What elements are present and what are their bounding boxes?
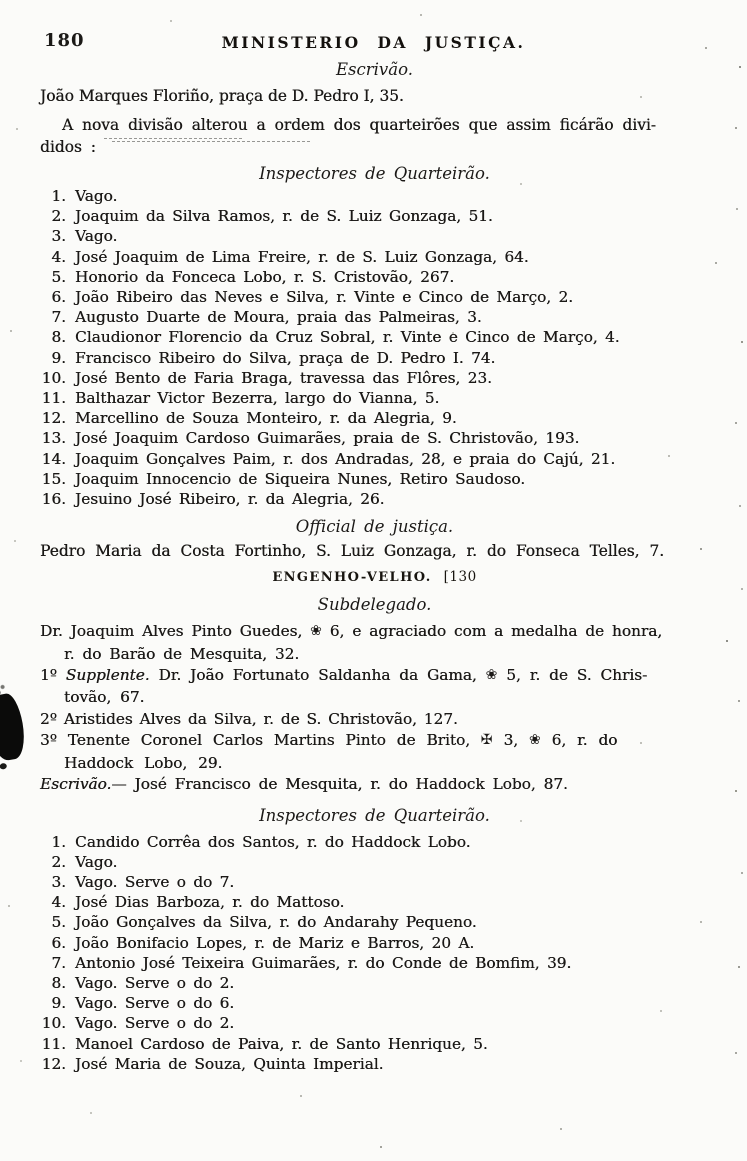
item-number: 13. [41, 429, 66, 448]
item-text: Vago. [75, 187, 118, 205]
list-item [40, 307, 709, 327]
item-number: 1. [51, 832, 66, 851]
item-text: Francisco Ribeiro do Silva, praça de D. Pedro I. 74. [75, 348, 496, 367]
item-text: Balthazar Victor Bezerra, largo do Vianna, 5. [75, 389, 440, 408]
list-item [40, 469, 709, 489]
entry-text: r. do Barão de Mesquita, 32. [64, 644, 300, 663]
list-item [40, 489, 709, 509]
item-text: Vago. [75, 227, 118, 246]
item-text: Candido Corrêa dos Santos, r. do Haddock Lobo. [75, 832, 471, 851]
item-text: Joaquim da Silva Ramos, r. de S. Luiz Gonzaga, 51. [75, 207, 493, 226]
list-item [40, 327, 709, 347]
list-item [40, 933, 709, 953]
escrivao-entry: João Marques Floriño, praça de D. Pedro I, 35. [40, 87, 404, 105]
intro-line-2: didos : [40, 137, 96, 156]
item-text: Joaquim Innocencio de Siqueira Nunes, Retiro Saudoso. [75, 469, 526, 488]
item-number: 14. [41, 449, 66, 468]
list-item [40, 226, 709, 246]
entry-ordinal: 1º [40, 666, 66, 685]
subdelegado-entry-principal [40, 621, 709, 665]
list-item [40, 368, 709, 388]
district-catchmark: [130 [443, 569, 477, 586]
item-text: Jesuino José Ribeiro, r. da Alegria, 26. [75, 490, 385, 509]
entry-text: Aristides Alves da Silva, r. de S. Christovão, 127. [63, 709, 458, 728]
item-text: Antonio José Teixeira Guimarães, r. do Conde de Bomfim, 39. [75, 953, 572, 972]
item-text: Vago. Serve o do 2. [75, 1014, 235, 1033]
entry-text: — José Francisco de Mesquita, r. do Haddock Lobo, 87. [111, 775, 568, 794]
item-number: 3. [51, 872, 66, 891]
subdelegado-entries [40, 621, 709, 795]
entry-text: 3, [492, 731, 529, 750]
official-entry: Pedro Maria da Costa Fortinho, S. Luiz Gonzaga, r. do Fonseca Telles, 7. [40, 542, 665, 561]
order-badge-icon: ❀ [485, 667, 498, 684]
item-text: Vago. [75, 852, 118, 871]
district-heading [40, 568, 709, 587]
entry-text: Dr. Joaquim Alves Pinto Guedes, [40, 622, 311, 641]
list-item [40, 1034, 709, 1054]
item-text: Vago. Serve o do 2. [75, 973, 235, 992]
item-text: José Joaquim de Lima Freire, r. de S. Luiz Gonzaga, 64. [75, 247, 529, 266]
list-item [40, 912, 709, 932]
section-heading-subdelegado: Subdelegado. [317, 595, 432, 615]
subdelegado-entry-supplente-1 [40, 665, 709, 709]
item-number: 9. [51, 348, 66, 367]
item-number: 10. [41, 1014, 66, 1033]
item-text: Joaquim Gonçalves Paim, r. dos Andradas, 28, e praia do Cajú, 21. [75, 449, 616, 468]
item-number: 16. [41, 490, 66, 509]
item-number: 11. [41, 389, 66, 408]
entry-text: 6, r. do [540, 731, 618, 750]
item-text: Vago. Serve o do 6. [75, 994, 235, 1013]
entry-text: 6, e agraciado com a medalha de honra, [321, 622, 663, 641]
item-text: José Dias Barboza, r. do Mattoso. [75, 893, 345, 912]
entry-text: tovão, 67. [64, 688, 145, 707]
item-number: 4. [51, 247, 66, 266]
item-number: 4. [51, 893, 66, 912]
section-heading-inspectores-1: Inspectores de Quarteirão. [259, 164, 490, 183]
list-item [40, 1054, 709, 1074]
item-text: José Joaquim Cardoso Guimarães, praia de S. Christovão, 193. [75, 429, 580, 448]
list-item [40, 852, 709, 872]
item-text: Honorio da Fonceca Lobo, r. S. Cristovão, 267. [75, 267, 455, 286]
list-inspectores-1 [40, 186, 709, 509]
item-text: José Maria de Souza, Quinta Imperial. [75, 1054, 384, 1073]
item-number: 3. [51, 227, 66, 246]
list-item [40, 993, 709, 1013]
list-item [40, 832, 709, 852]
order-badge-icon: ❀ [310, 623, 322, 640]
item-text: Manoel Cardoso de Paiva, r. de Santo Henrique, 5. [75, 1034, 488, 1053]
item-text: João Gonçalves da Silva, r. do Andarahy Pequeno. [75, 913, 477, 932]
subdelegado-entry-supplente-2 [40, 709, 709, 730]
list-item [40, 247, 709, 267]
list-item [40, 872, 709, 892]
entry-text: Haddock Lobo, 29. [64, 753, 223, 772]
section-heading-inspectores-2: Inspectores de Quarteirão. [259, 805, 490, 825]
list-item [40, 892, 709, 912]
list-item [40, 973, 709, 993]
subdelegado-entry-supplente-3 [40, 730, 709, 774]
list-item [40, 953, 709, 973]
item-number: 2. [51, 852, 66, 871]
entry-ordinal: 3º [40, 731, 68, 750]
section-heading-escrivao: Escrivão. [336, 60, 413, 79]
item-number: 7. [51, 308, 66, 327]
item-number: 8. [51, 328, 66, 347]
entry-text: Tenente Coronel Carlos Martins Pinto de Brito, [67, 731, 481, 750]
item-number: 12. [41, 1054, 66, 1073]
entry-text: 5, r. de S. Chris- [497, 666, 648, 685]
list-item [40, 267, 709, 287]
list-item [40, 388, 709, 408]
list-item [40, 348, 709, 368]
item-number: 7. [51, 953, 66, 972]
page-number: 180 [44, 30, 85, 51]
entry-ordinal: 2º [40, 709, 64, 728]
item-text: João Ribeiro das Neves e Silva, r. Vinte e Cinco de Março, 2. [75, 288, 574, 307]
item-number: 11. [41, 1034, 66, 1053]
item-number: 9. [51, 994, 66, 1013]
list-item [40, 186, 709, 206]
item-number: 1. [51, 187, 66, 205]
page-title: MINISTERIO DA JUSTIÇA. [221, 33, 526, 52]
entry-text: Dr. João Fortunato Saldanha da Gama, [149, 666, 486, 685]
item-text: Vago. Serve o do 7. [75, 872, 235, 891]
list-item [40, 408, 709, 428]
item-text: João Bonifacio Lopes, r. de Mariz e Barros, 20 A. [75, 933, 475, 952]
list-item [40, 287, 709, 307]
subdelegado-entry-escrivao [40, 774, 709, 795]
item-number: 5. [51, 913, 66, 932]
item-text: Marcellino de Souza Monteiro, r. da Alegria, 9. [75, 409, 457, 428]
item-number: 5. [51, 267, 66, 286]
list-item [40, 206, 709, 226]
intro-paragraph [40, 115, 709, 158]
item-text: José Bento de Faria Braga, travessa das Flôres, 23. [75, 368, 492, 387]
list-item [40, 1013, 709, 1033]
cross-badge-icon: ✠ [480, 732, 493, 749]
item-text: Augusto Duarte de Moura, praia das Palmeiras, 3. [75, 308, 482, 327]
item-number: 10. [41, 368, 66, 387]
item-number: 6. [51, 288, 66, 307]
item-number: 12. [41, 409, 66, 428]
entry-label: Supplente. [65, 666, 150, 685]
item-number: 2. [51, 207, 66, 226]
order-badge-icon: ❀ [528, 732, 541, 749]
list-item [40, 428, 709, 448]
list-inspectores-2 [40, 832, 709, 1074]
section-heading-official: Official de justiça. [295, 517, 454, 537]
item-number: 15. [41, 469, 66, 488]
item-number: 6. [51, 933, 66, 952]
intro-line-1: A nova divisão alterou a ordem dos quarteirões que assim ficárão divi- [62, 116, 656, 134]
list-item [40, 449, 709, 469]
item-text: Claudionor Florencio da Cruz Sobral, r. Vinte e Cinco de Março, 4. [75, 328, 620, 347]
item-number: 8. [51, 973, 66, 992]
entry-label: Escrivão. [40, 775, 112, 794]
district-name: ENGENHO-VELHO. [272, 570, 432, 586]
